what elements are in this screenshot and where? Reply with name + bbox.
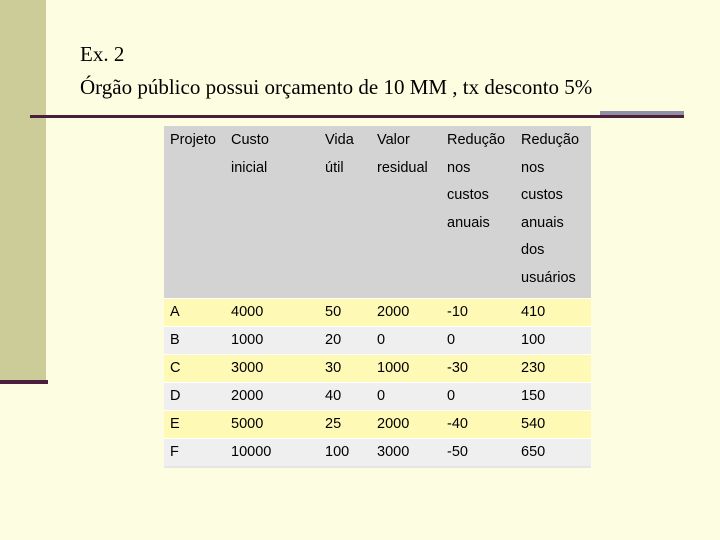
cell-vida-util: 25	[319, 410, 371, 438]
projects-table	[164, 126, 591, 468]
cell-reducao-usuarios: 100	[515, 326, 591, 354]
cell-projeto: B	[164, 326, 225, 354]
slide-title	[80, 38, 592, 104]
cell-projeto: C	[164, 354, 225, 382]
cell-vida-util: 20	[319, 326, 371, 354]
slide-title-line-1: Ex. 2	[80, 42, 125, 66]
cell-valor-residual: 0	[371, 326, 441, 354]
cell-projeto: D	[164, 382, 225, 410]
cell-reducao-usuarios: 150	[515, 382, 591, 410]
header-custo-inicial: Custo inicial	[225, 126, 319, 298]
cell-projeto: A	[164, 298, 225, 326]
cell-reducao-usuarios: 650	[515, 438, 591, 467]
header-vida-util: Vida útil	[319, 126, 371, 298]
header-reducao-custos-usuarios: Redução nos custos anuais dos usuários	[515, 126, 591, 298]
cell-reducao-custos: 0	[441, 326, 515, 354]
cell-custo-inicial: 1000	[225, 326, 319, 354]
table-row	[164, 354, 591, 382]
cell-reducao-usuarios: 410	[515, 298, 591, 326]
cell-vida-util: 40	[319, 382, 371, 410]
cell-reducao-usuarios: 540	[515, 410, 591, 438]
table-row	[164, 382, 591, 410]
header-reducao-custos: Redução nos custos anuais	[441, 126, 515, 298]
cell-vida-util: 50	[319, 298, 371, 326]
left-accent-bar-underline	[0, 380, 48, 384]
cell-vida-util: 30	[319, 354, 371, 382]
cell-reducao-custos: -40	[441, 410, 515, 438]
header-valor-residual: Valor residual	[371, 126, 441, 298]
cell-custo-inicial: 5000	[225, 410, 319, 438]
title-rule	[30, 115, 684, 118]
cell-valor-residual: 2000	[371, 298, 441, 326]
cell-valor-residual: 2000	[371, 410, 441, 438]
cell-reducao-custos: -50	[441, 438, 515, 467]
cell-projeto: E	[164, 410, 225, 438]
table-header-row	[164, 126, 591, 298]
cell-valor-residual: 0	[371, 382, 441, 410]
cell-reducao-custos: -10	[441, 298, 515, 326]
table-row	[164, 298, 591, 326]
cell-reducao-usuarios: 230	[515, 354, 591, 382]
cell-custo-inicial: 4000	[225, 298, 319, 326]
slide-title-line-2: Órgão público possui orçamento de 10 MM , tx desconto 5%	[80, 75, 593, 99]
cell-reducao-custos: -30	[441, 354, 515, 382]
left-accent-bar	[0, 0, 46, 382]
cell-valor-residual: 3000	[371, 438, 441, 467]
cell-custo-inicial: 2000	[225, 382, 319, 410]
cell-custo-inicial: 10000	[225, 438, 319, 467]
table-row	[164, 326, 591, 354]
cell-valor-residual: 1000	[371, 354, 441, 382]
cell-reducao-custos: 0	[441, 382, 515, 410]
cell-projeto: F	[164, 438, 225, 467]
cell-custo-inicial: 3000	[225, 354, 319, 382]
header-projeto: Projeto	[164, 126, 225, 298]
table-row	[164, 438, 591, 467]
cell-vida-util: 100	[319, 438, 371, 467]
table-row	[164, 410, 591, 438]
